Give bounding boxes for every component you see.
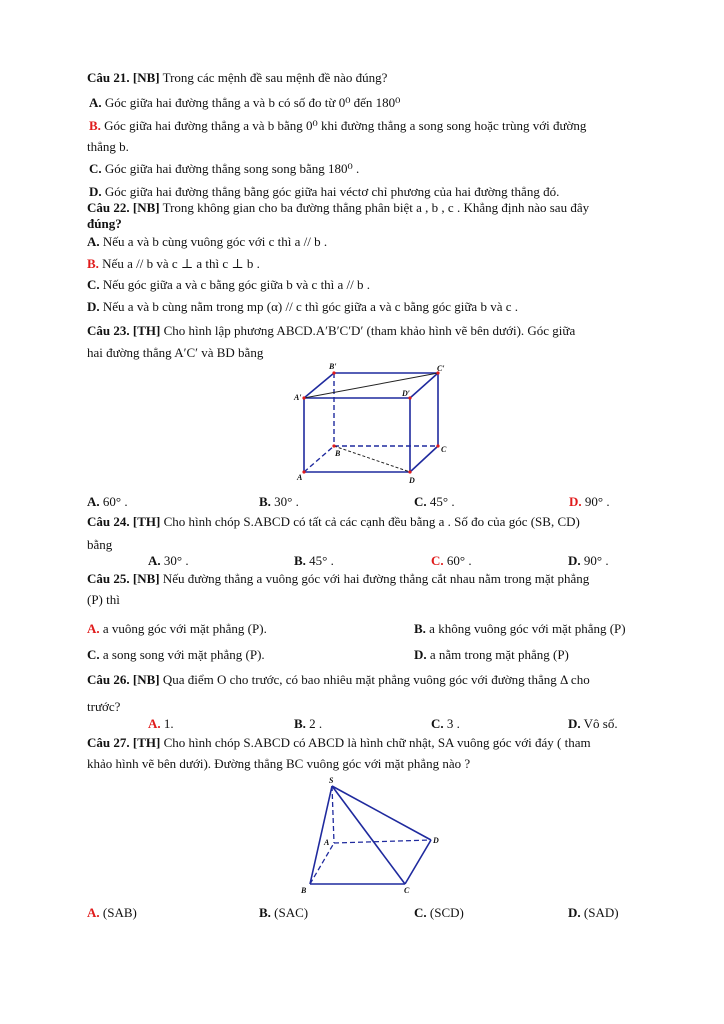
q23-b-letter: B. (259, 494, 271, 509)
q22-c-letter: C. (87, 277, 100, 292)
q27-option-b[interactable] (259, 905, 308, 921)
label-a: A (297, 473, 303, 482)
q21-d-letter: D. (89, 184, 102, 199)
q21-b-letter: B. (89, 118, 101, 133)
q26-d-text: Vô số. (580, 716, 618, 731)
q23-c-text: 45° . (426, 494, 455, 509)
q23-stem-cont: hai đường thẳng A′C′ và BD bằng (87, 345, 264, 360)
label-a1: A′ (294, 393, 302, 402)
q22-d-letter: D. (87, 299, 100, 314)
q21-a-text: Góc giữa hai đường thẳng a và b có số đo từ 0⁰ đến 180⁰ (101, 95, 401, 110)
q21-b-text1: Góc giữa hai đường thẳng a và b bằng 0⁰ khi đường thẳng a song song hoặc trùng với đường (100, 118, 587, 133)
q22-c-text: Nếu góc giữa a và c bằng góc giữa b và c thì a // b . (99, 277, 371, 292)
q26-a-letter: A. (148, 716, 161, 731)
q27-d-text: (SAD) (580, 905, 619, 920)
q21-text: Trong các mệnh đề sau mệnh đề nào đúng? (159, 70, 388, 85)
q26-stem-cont: trước? (87, 699, 121, 714)
q23-b-text: 30° . (270, 494, 299, 509)
label-b1: B′ (329, 362, 337, 371)
q25-a-text: a vuông góc với mặt phẳng (P). (99, 621, 267, 636)
q25-c-text: a song song với mặt phẳng (P). (99, 647, 265, 662)
q21-d-text: Góc giữa hai đường thẳng bằng góc giữa hai véctơ chỉ phương của hai đường thẳng đó. (101, 184, 560, 199)
q21-c-text: Góc giữa hai đường thẳng song song bằng 180⁰ . (101, 161, 360, 176)
label-d: D (409, 476, 415, 485)
q24-b-text: 45° . (305, 553, 334, 568)
q25-a-letter: A. (87, 621, 100, 636)
q23-c-letter: C. (414, 494, 427, 509)
q22-d-text: Nếu a và b cùng nằm trong mp (α) // c thì góc giữa a và c bằng góc giữa b và c . (99, 299, 518, 314)
q27-b-text: (SAC) (270, 905, 309, 920)
q27-c-letter: C. (414, 905, 427, 920)
q25-d-text: a nằm trong mặt phẳng (P) (426, 647, 569, 662)
q22-b-text: Nếu a // b và c ⊥ a thì c ⊥ b . (98, 256, 260, 271)
q27-c-text: (SCD) (426, 905, 464, 920)
q21-head: Câu 21. [NB] (87, 70, 160, 85)
q22-stem-cont: đúng? (87, 216, 122, 231)
q24-stem-cont: bằng (87, 537, 113, 552)
q26-text1: Qua điểm O cho trước, có bao nhiêu mặt phẳng vuông góc với đường thẳng Δ cho (159, 672, 590, 687)
q21-a-letter: A. (89, 95, 102, 110)
edge-a-d (334, 840, 431, 843)
q22-a-text: Nếu a và b cùng vuông góc với c thì a // b . (99, 234, 328, 249)
q26-c-letter: C. (431, 716, 444, 731)
q26-b-text: 2 . (305, 716, 323, 731)
edge-s-d (332, 786, 431, 840)
q25-b-text: a không vuông góc với mặt phẳng (P) (425, 621, 626, 636)
q24-head: Câu 24. [TH] (87, 514, 161, 529)
q21-c-letter: C. (89, 161, 102, 176)
q25-stem-cont: (P) thì (87, 592, 120, 607)
pyramid-solid-edges (310, 786, 431, 884)
edge-s-c (332, 786, 405, 884)
q26-d-letter: D. (568, 716, 581, 731)
q27-d-letter: D. (568, 905, 581, 920)
q23-head: Câu 23. [TH] (87, 323, 161, 338)
q24-d-text: 90° . (580, 553, 609, 568)
q25-head: Câu 25. [NB] (87, 571, 160, 586)
q26-a-text: 1. (160, 716, 174, 731)
label-b: B (301, 886, 307, 895)
q27-head: Câu 27. [TH] (87, 735, 161, 750)
q23-d-text: 90° . (581, 494, 610, 509)
q24-text1: Cho hình chóp S.ABCD có tất cả các cạnh đều bằng a . Số đo của góc (SB, CD) (160, 514, 580, 529)
q26-head: Câu 26. [NB] (87, 672, 160, 687)
q24-b-letter: B. (294, 553, 306, 568)
q27-a-letter: A. (87, 905, 100, 920)
label-b: B (335, 449, 341, 458)
edge-s-a (332, 786, 334, 843)
q27-option-d[interactable] (568, 905, 619, 921)
q22-text1: Trong không gian cho ba đường thẳng phân biệt a , b , c . Khẳng định nào sau đây (159, 200, 590, 215)
label-a: A (324, 838, 330, 847)
q24-a-letter: A. (148, 553, 161, 568)
q25-d-letter: D. (414, 647, 427, 662)
edge-c-d (405, 840, 431, 884)
label-c: C (441, 445, 447, 454)
q22-b-letter: B. (87, 256, 99, 271)
label-d1: D′ (402, 389, 411, 398)
edge-s-b (310, 786, 332, 884)
label-s: S (329, 776, 334, 785)
q27-option-c[interactable] (414, 905, 464, 921)
q26-b-letter: B. (294, 716, 306, 731)
q24-c-letter: C. (431, 553, 444, 568)
q22-head: Câu 22. [NB] (87, 200, 160, 215)
q27-a-text: (SAB) (99, 905, 137, 920)
q25-b-letter: B. (414, 621, 426, 636)
q27-text1: Cho hình chóp S.ABCD có ABCD là hình chữ nhật, SA vuông góc với đáy ( tham (160, 735, 591, 750)
q24-c-text: 60° . (443, 553, 472, 568)
q23-a-text: 60° . (99, 494, 128, 509)
q25-c-letter: C. (87, 647, 100, 662)
label-c: C (404, 886, 410, 895)
label-c1: C′ (437, 364, 445, 373)
label-d: D (433, 836, 439, 845)
q26-c-text: 3 . (443, 716, 460, 731)
q27-stem-cont: khảo hình vẽ bên dưới). Đường thẳng BC vuông góc với mặt phẳng nào ? (87, 756, 471, 771)
q27-option-a[interactable] (87, 905, 137, 921)
edge-a-b (310, 843, 334, 884)
q22-a-letter: A. (87, 234, 100, 249)
q25-text1: Nếu đường thẳng a vuông góc với hai đường thẳng cắt nhau nằm trong mặt phẳng (159, 571, 590, 586)
q23-d-letter: D. (569, 494, 582, 509)
q24-a-text: 30° . (160, 553, 189, 568)
q21-option-b-cont: thẳng b. (87, 139, 129, 154)
q27-b-letter: B. (259, 905, 271, 920)
q24-d-letter: D. (568, 553, 581, 568)
q23-text1: Cho hình lập phương ABCD.A′B′C′D′ (tham khảo hình vẽ bên dưới). Góc giữa (160, 323, 576, 338)
q23-a-letter: A. (87, 494, 100, 509)
